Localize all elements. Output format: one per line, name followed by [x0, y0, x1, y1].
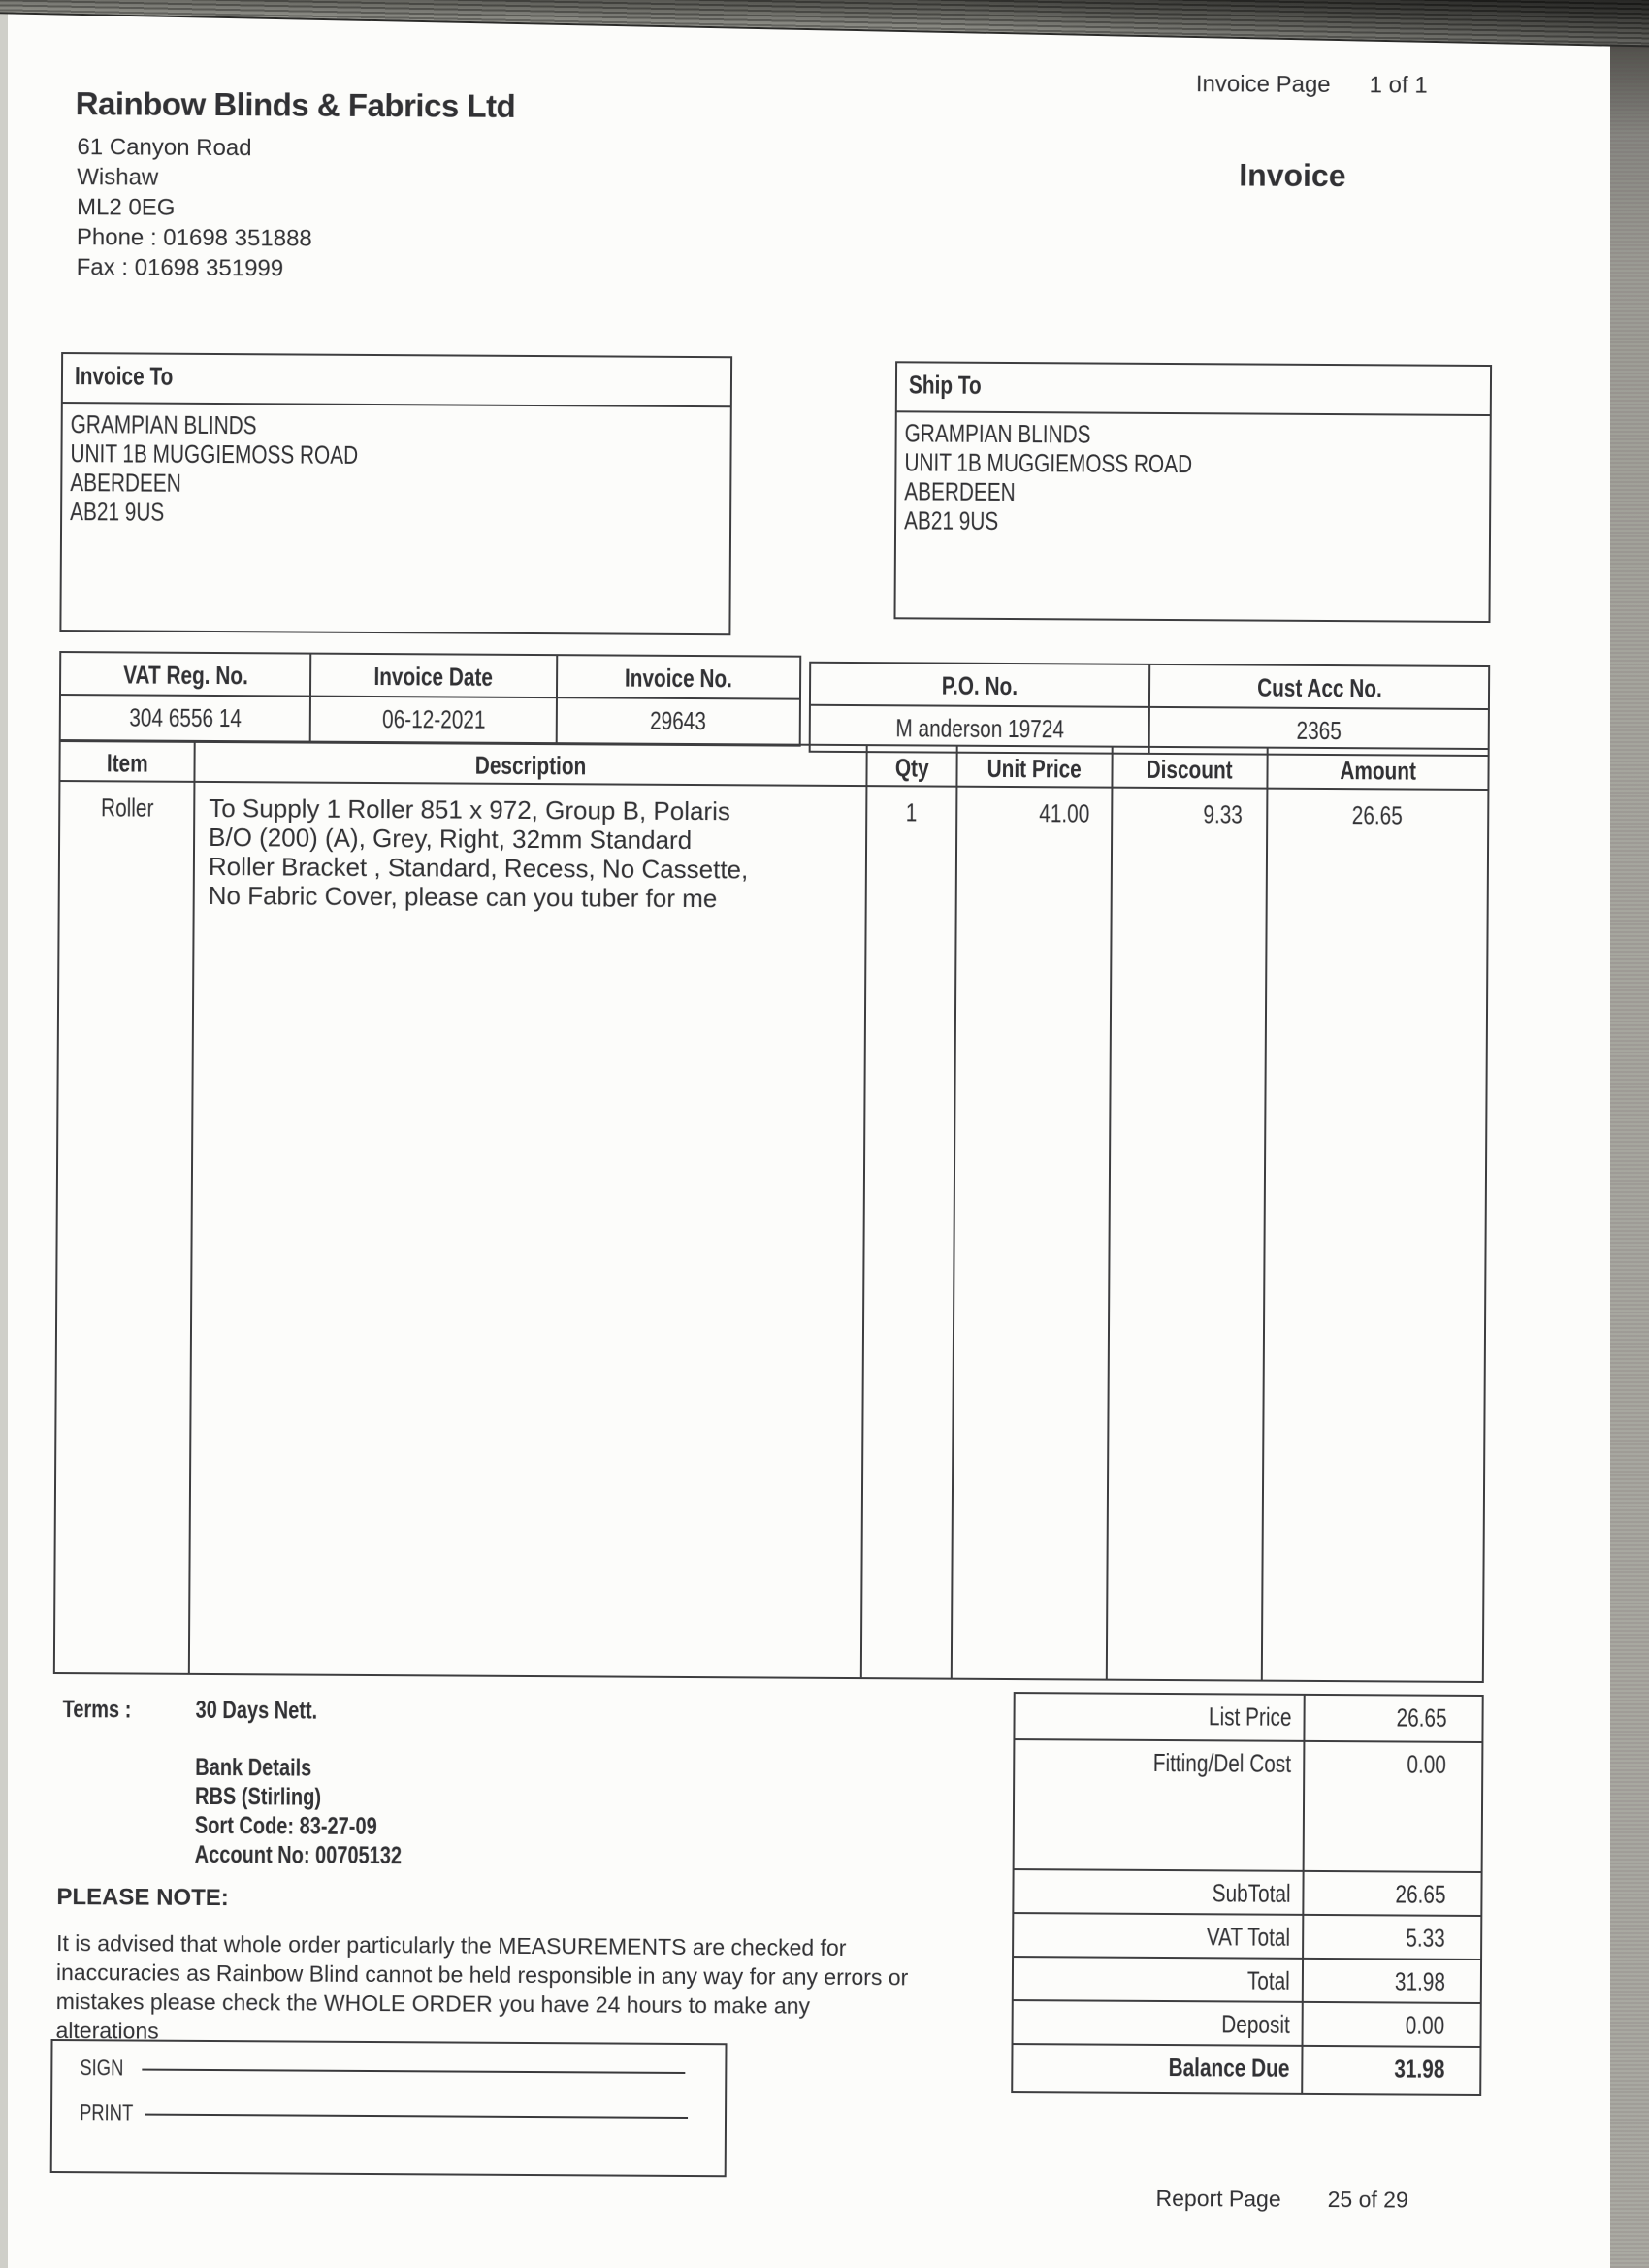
cust-acc-header: Cust Acc No.	[1150, 665, 1488, 710]
invoice-to-heading	[63, 354, 730, 407]
report-page-label: Report Page	[1155, 2185, 1281, 2212]
item-cell: Roller	[55, 782, 196, 1673]
item-description	[195, 783, 866, 914]
amount-column-header: Amount	[1268, 749, 1487, 791]
invoice-date-header: Invoice Date	[311, 655, 558, 699]
bank-details-heading: Bank Details	[195, 1753, 312, 1782]
company-fax: Fax : 01698 351999	[76, 254, 284, 282]
description-line: Roller Bracket , Standard, Recess, No Cassette,	[208, 851, 749, 885]
company-address	[77, 132, 313, 283]
company-address-line: ML2 0EG	[76, 194, 176, 221]
sign-line	[142, 2069, 685, 2074]
invoice-to-line: GRAMPIAN BLINDS	[70, 409, 257, 440]
totals-table	[1011, 1692, 1484, 2096]
invoice-to-line: UNIT 1B MUGGIEMOSS ROAD	[70, 438, 359, 470]
invoice-to-label: Invoice To	[74, 361, 174, 391]
terms-label: Terms :	[62, 1696, 132, 1724]
description-column-header: Description	[195, 742, 867, 787]
description-cell	[190, 783, 868, 1677]
description-line: No Fabric Cover, please can you tuber for me	[208, 880, 718, 914]
line-items-table	[53, 739, 1490, 1683]
invoice-to-address	[62, 404, 730, 530]
invoice-number-value: 29643	[650, 705, 707, 736]
scanner-background-band	[1610, 0, 1649, 2268]
signature-box	[50, 2039, 728, 2177]
please-note-body: It is advised that whole order particularly the MEASUREMENTS are checked for inaccuracies as Rainbow Blind cannot be held responsible in any way for any errors or mistakes please check the WHOLE ORDER you have 24 hours to make any alterations	[55, 1930, 909, 2044]
print-label: PRINT	[79, 2099, 134, 2125]
subtotal-value: 26.65	[1304, 1872, 1480, 1917]
ship-to-line: GRAMPIAN BLINDS	[904, 418, 1091, 449]
deposit-label: Deposit	[1014, 2001, 1304, 2047]
unit-price-column-header: Unit Price	[957, 747, 1113, 789]
bank-sort-code: Sort Code: 83-27-09	[194, 1811, 377, 1841]
ship-to-line: AB21 9US	[904, 505, 999, 535]
invoice-to-line: AB21 9US	[70, 497, 165, 527]
company-address-line: Wishaw	[77, 164, 159, 191]
vat-total-label: VAT Total	[1014, 1914, 1304, 1960]
invoice-number-header: Invoice No.	[558, 656, 799, 700]
balance-due-label: Balance Due	[1013, 2045, 1303, 2093]
please-note-heading: PLEASE NOTE:	[56, 1884, 229, 1912]
invoice-date-value: 06-12-2021	[311, 697, 558, 744]
list-price-value: 26.65	[1305, 1696, 1481, 1743]
amount-cell: 26.65	[1352, 800, 1404, 830]
list-price-label: List Price	[1015, 1694, 1305, 1742]
balance-due-value: 31.98	[1394, 2054, 1445, 2084]
item-column-header: Item	[60, 741, 195, 783]
invoice-page-label: Invoice Page	[1195, 71, 1331, 99]
discount-cell: 9.33	[1108, 789, 1269, 1680]
subtotal-label: SubTotal	[1014, 1870, 1304, 1916]
fitting-del-cost-label: Fitting/Del Cost	[1015, 1740, 1306, 1872]
document-title: Invoice	[1239, 157, 1346, 194]
description-line: To Supply 1 Roller 851 x 972, Group B, Polaris	[209, 793, 730, 826]
ship-to-label: Ship To	[908, 370, 982, 400]
qty-cell: 1	[862, 787, 958, 1678]
report-page-value: 25 of 29	[1327, 2187, 1408, 2213]
discount-column-header: Discount	[1113, 748, 1268, 790]
qty-column-header: Qty	[867, 746, 957, 788]
print-line	[145, 2114, 688, 2119]
description-line: B/O (200) (A), Grey, Right, 32mm Standard	[209, 822, 693, 856]
invoice-page-value: 1 of 1	[1369, 72, 1428, 99]
company-address-line: 61 Canyon Road	[77, 134, 252, 162]
bank-account-number: Account No: 00705132	[194, 1840, 403, 1870]
invoice-meta-table-right	[809, 662, 1491, 757]
report-page-indicator	[1155, 2186, 1407, 2214]
terms-value: 30 Days Nett.	[195, 1696, 318, 1725]
ship-to-address	[896, 412, 1490, 538]
bank-details	[195, 1753, 455, 1871]
company-phone: Phone : 01698 351888	[76, 224, 312, 252]
sign-label: SIGN	[80, 2055, 124, 2081]
fitting-del-cost-value: 0.00	[1305, 1742, 1482, 1873]
ship-to-line: ABERDEEN	[904, 476, 1016, 507]
invoice-to-box	[59, 352, 732, 635]
vat-reg-value: 304 6556 14	[61, 696, 311, 742]
ship-to-box	[893, 361, 1492, 623]
deposit-value: 0.00	[1304, 2003, 1480, 2048]
total-label: Total	[1014, 1958, 1304, 2003]
vat-total-value: 5.33	[1304, 1916, 1480, 1960]
invoice-to-line: ABERDEEN	[70, 468, 181, 498]
total-value: 31.98	[1304, 1960, 1480, 2004]
po-number-header: P.O. No.	[811, 664, 1150, 708]
po-number-value: M anderson 19724	[811, 706, 1150, 753]
ship-to-line: UNIT 1B MUGGIEMOSS ROAD	[904, 447, 1193, 479]
ship-to-heading	[897, 363, 1490, 416]
invoice-meta-table-left	[59, 651, 802, 747]
company-name: Rainbow Blinds & Fabrics Ltd	[75, 85, 516, 124]
cust-acc-value: 2365	[1296, 715, 1342, 746]
invoice-page-indicator	[1196, 71, 1428, 99]
unit-price-cell: 41.00	[953, 788, 1114, 1679]
vat-reg-header: VAT Reg. No.	[61, 653, 311, 697]
bank-name: RBS (Stirling)	[194, 1782, 322, 1811]
